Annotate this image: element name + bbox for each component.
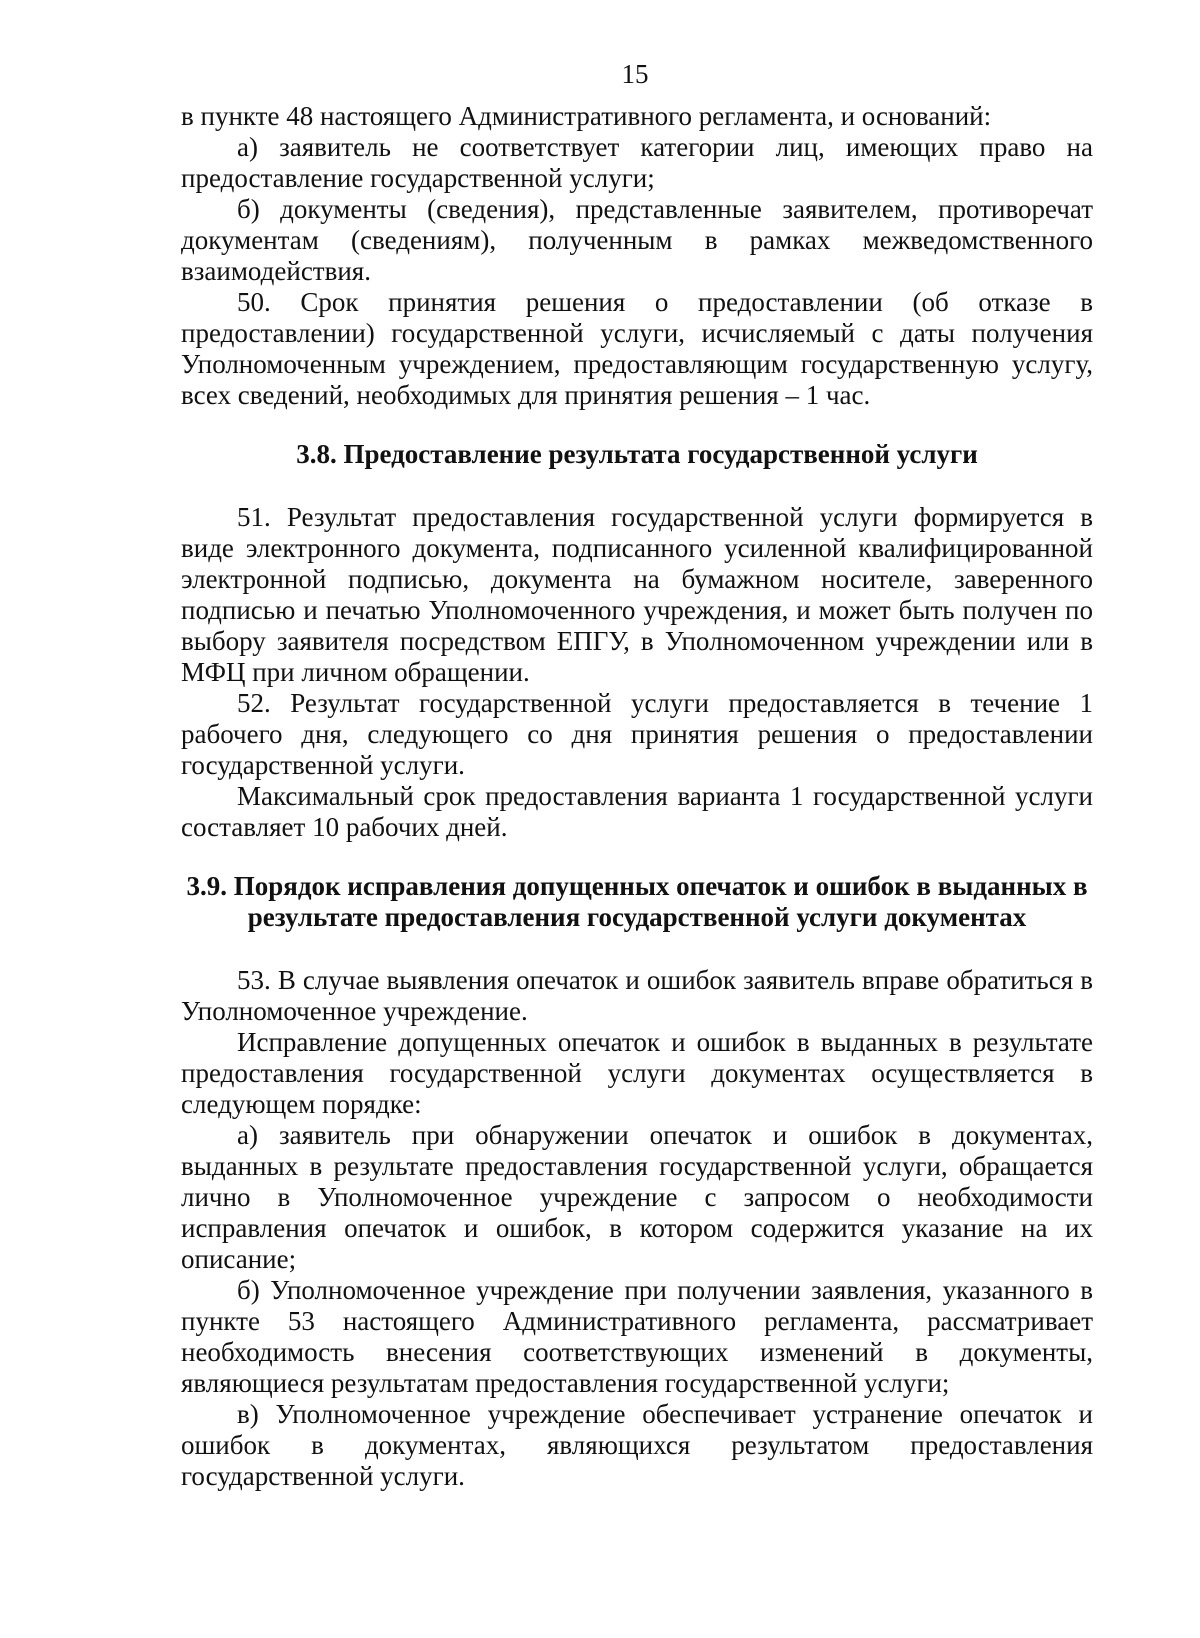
section-heading-3-8: 3.8. Предоставление результата государственной услуги: [296, 439, 978, 469]
paragraph-step-a: а) заявитель при обнаружении опечаток и ошибок в документах, выданных в результате предоставления государственной услуги, обращается лично в Уполномоченное учреждение с запросом о необходимости исправления опечаток и ошибок, в котором содержится указание на их описание;: [181, 1120, 1093, 1274]
paragraph-50: 50. Срок принятия решения о предоставлении (об отказе в предоставлении) государственной услуги, исчисляемый с даты получения Уполномоченным учреждением, предоставляющим государственную услугу, всех сведений, необходимых для принятия решения – 1 час.: [181, 287, 1093, 410]
page-number: 15: [621, 59, 649, 89]
paragraph-correction-order: Исправление допущенных опечаток и ошибок в выданных в результате предоставления государственной услуги документах осуществляется в следующем порядке:: [181, 1027, 1093, 1119]
paragraph-step-b: б) Уполномоченное учреждение при получении заявления, указанного в пункте 53 настоящего Административного регламента, рассматривает необходимость внесения соответствующих изменений в документы, являющиеся результатам предоставления государственной услуги;: [181, 1275, 1093, 1398]
paragraph-step-c: в) Уполномоченное учреждение обеспечивает устранение опечаток и ошибок в документах, являющихся результатом предоставления государственной услуги.: [181, 1399, 1093, 1491]
paragraph-52: 52. Результат государственной услуги предоставляется в течение 1 рабочего дня, следующего со дня принятия решения о предоставлении государственной услуги.: [181, 688, 1093, 780]
paragraph-continuation: в пункте 48 настоящего Административного регламента, и оснований:: [181, 101, 992, 131]
section-heading-3-9: 3.9. Порядок исправления допущенных опечаток и ошибок в выданных в результате предоставления государственной услуги документах: [186, 871, 1088, 932]
spacer: [181, 843, 1093, 871]
paragraph-item-b: б) документы (сведения), представленные заявителем, противоречат документам (сведениям), полученным в рамках межведомственного взаимодействия.: [181, 194, 1093, 286]
paragraph-53: 53. В случае выявления опечаток и ошибок заявитель вправе обратиться в Уполномоченное учреждение.: [181, 965, 1093, 1026]
paragraph-51: 51. Результат предоставления государственной услуги формируется в виде электронного документа, подписанного усиленной квалифицированной электронной подписью, документа на бумажном носителе, заверенного подписью и печатью Уполномоченного учреждения, и может быть получен по выбору заявителя посредством ЕПГУ, в Уполномоченном учреждении или в МФЦ при личном обращении.: [181, 502, 1093, 687]
paragraph-item-a: а) заявитель не соответствует категории лиц, имеющих право на предоставление государственной услуги;: [181, 132, 1093, 193]
document-body: [181, 101, 1093, 1492]
paragraph-max-term: Максимальный срок предоставления варианта 1 государственной услуги составляет 10 рабочих дней.: [181, 781, 1093, 842]
spacer: [181, 933, 1093, 965]
spacer: [181, 411, 1093, 439]
spacer: [181, 470, 1093, 502]
